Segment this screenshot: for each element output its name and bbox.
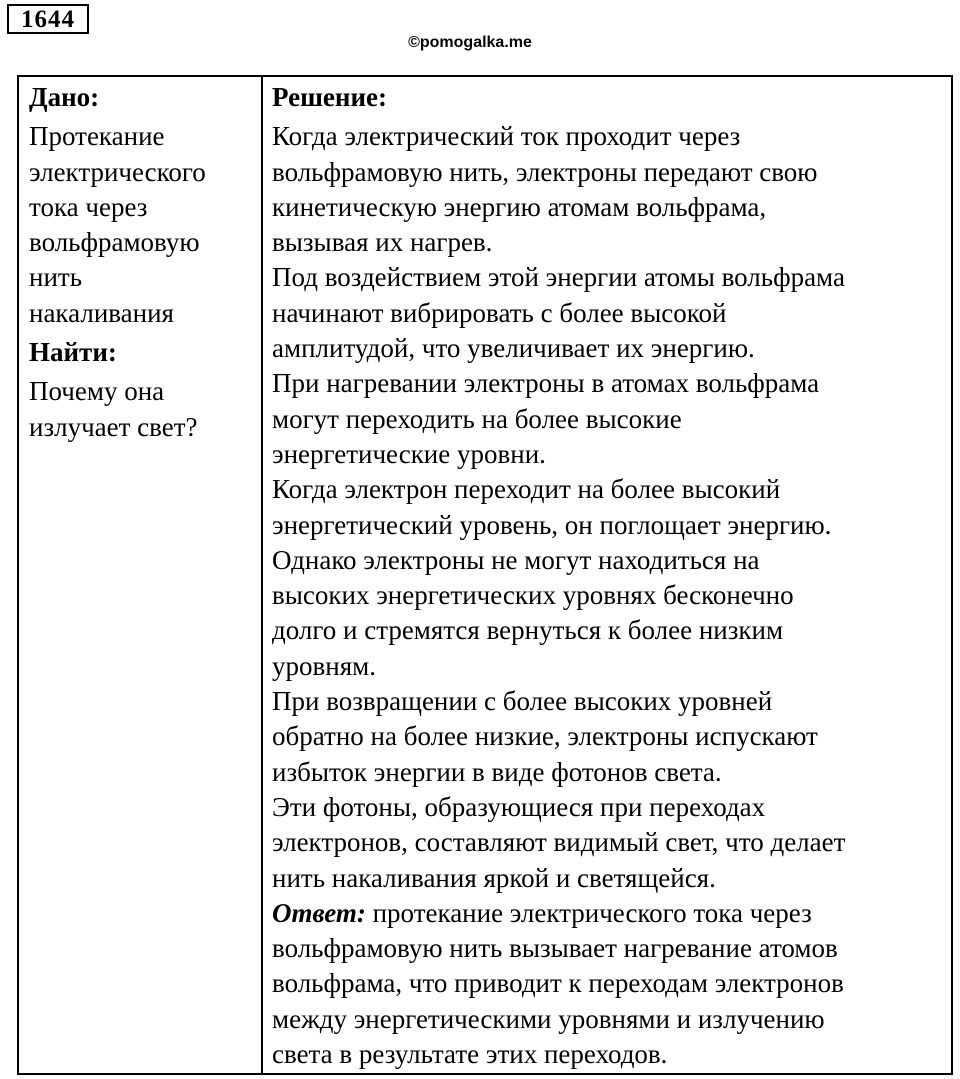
solution-line: При нагревании электроны в атомах вольфрама	[272, 368, 820, 399]
column-divider	[261, 75, 263, 1075]
find-heading: Найти:	[29, 337, 117, 368]
solution-line: долго и стремятся вернуться к более низким	[272, 615, 784, 646]
answer-text: протекание электрического тока через	[365, 897, 812, 928]
solution-line: могут переходить на более высокие	[272, 403, 682, 434]
answer-line: вольфрамовую нить вызывает нагревание атомов	[272, 933, 838, 964]
solution-heading: Решение:	[272, 82, 387, 112]
given-column	[29, 80, 255, 445]
answer-line: между энергетическими уровнями и излучению	[272, 1003, 825, 1034]
solution-line: высоких энергетических уровнях бесконечно	[272, 580, 794, 611]
find-line: излучает свет?	[29, 411, 198, 442]
solution-paragraph	[272, 543, 948, 684]
solution-line: энергетические уровни.	[272, 438, 546, 469]
given-line: нить	[29, 262, 83, 293]
problem-number: 1644	[7, 4, 89, 34]
given-line: накаливания	[29, 297, 174, 328]
solution-line: вольфрамовую нить, электроны передают свою	[272, 156, 818, 187]
solution-line: избыток энергии в виде фотонов света.	[272, 756, 722, 787]
solution-line: Под воздействием этой энергии атомы вольфрама	[272, 262, 845, 293]
solution-line: амплитудой, что увеличивает их энергию.	[272, 333, 755, 364]
answer-line: вольфрама, что приводит к переходам электронов	[272, 968, 844, 999]
solution-line: вызывая их нагрев.	[272, 227, 493, 258]
given-line: электрического	[29, 156, 206, 187]
given-text	[29, 119, 255, 331]
given-line: Протекание	[29, 121, 165, 152]
solution-line: Эти фотоны, образующиеся при переходах	[272, 791, 766, 822]
solution-line: начинают вибрировать с более высокой	[272, 297, 727, 328]
solution-line: энергетический уровень, он поглощает энергию.	[272, 509, 832, 540]
solution-paragraph	[272, 684, 948, 790]
solution-line: При возвращении с более высоких уровней	[272, 686, 773, 717]
solution-line: Когда электрический ток проходит через	[272, 121, 741, 152]
solution-paragraph	[272, 260, 948, 366]
solution-column	[272, 80, 948, 1072]
solution-line: кинетическую энергию атомам вольфрама,	[272, 191, 767, 222]
solution-line: нить накаливания яркой и светящейся.	[272, 862, 716, 893]
find-text	[29, 374, 255, 445]
given-line: тока через	[29, 191, 148, 222]
answer-label: Ответ:	[272, 897, 366, 928]
answer-block	[272, 896, 948, 1072]
solution-paragraph	[272, 472, 948, 543]
solution-paragraph	[272, 366, 948, 472]
solution-line: Однако электроны не могут находиться на	[272, 544, 760, 575]
watermark: ©pomogalka.me	[408, 34, 532, 51]
given-heading: Дано:	[29, 82, 100, 112]
given-line: вольфрамовую	[29, 227, 200, 258]
answer-line: света в результате этих переходов.	[272, 1039, 668, 1070]
find-line: Почему она	[29, 376, 165, 407]
solution-line: электронов, составляют видимый свет, что делает	[272, 827, 846, 858]
solution-line: Когда электрон переходит на более высокий	[272, 474, 781, 505]
solution-line: уровням.	[272, 650, 376, 681]
solution-line: обратно на более низкие, электроны испускают	[272, 721, 818, 752]
solution-paragraph	[272, 790, 948, 896]
answer-first-line	[272, 896, 948, 931]
solution-paragraph	[272, 119, 948, 260]
